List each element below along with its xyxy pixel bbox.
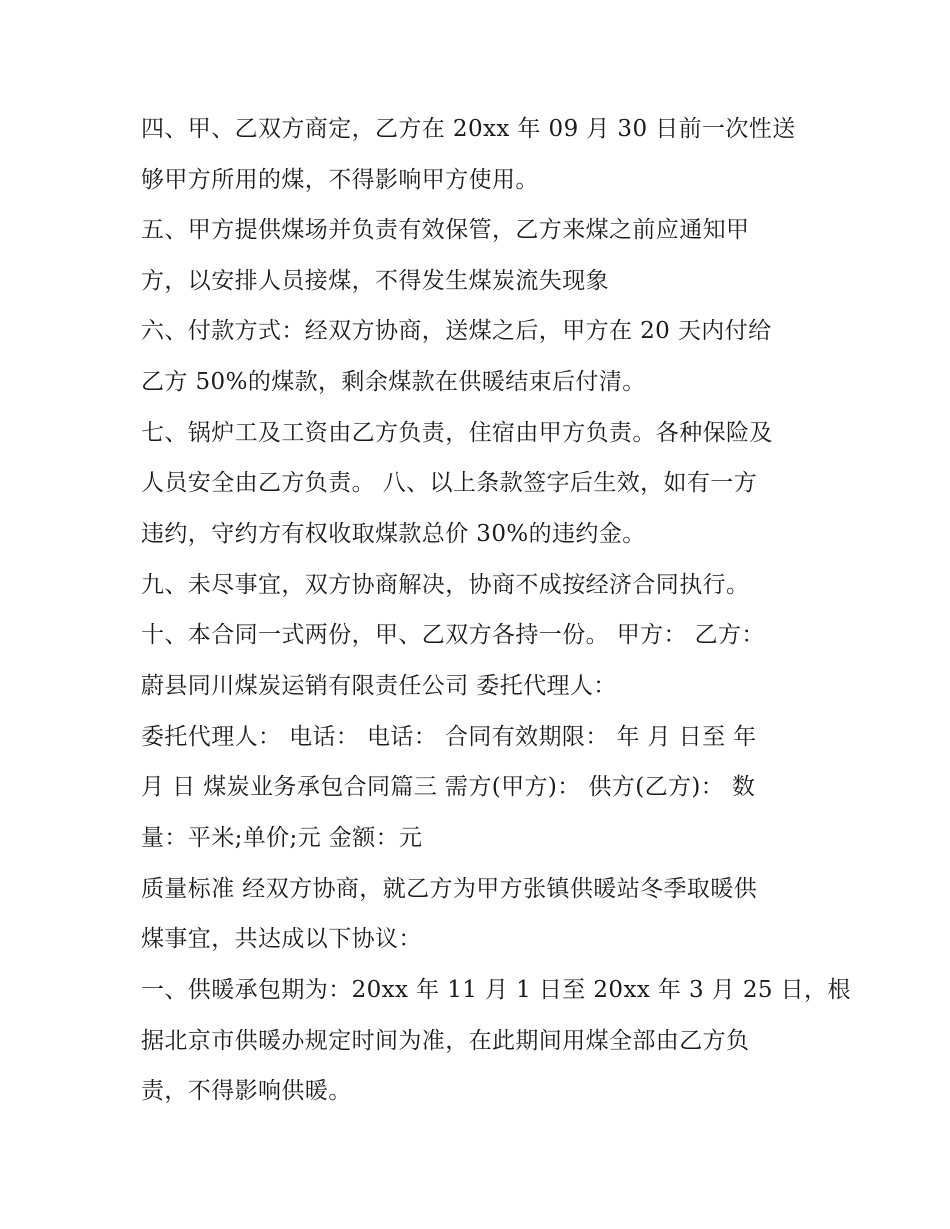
text-line: 责，不得影响供暖。 (141, 1078, 352, 1104)
text-line: 够甲方所用的煤，不得影响甲方使用。 (141, 167, 539, 193)
text-line: 质量标准 经双方协商，就乙方为甲方张镇供暖站冬季取暖供 (141, 876, 758, 902)
text-line: 据北京市供暖办规定时间为准，在此期间用煤全部由乙方负 (141, 1028, 750, 1054)
text-line: 一、供暖承包期为：20xx 年 11 月 1 日至 20xx 年 3 月 25 日，根 (141, 977, 851, 1003)
text-line: 月 日 煤炭业务承包合同篇三 需方(甲方)： 供方(乙方)： 数 (141, 774, 756, 800)
text-line: 煤事宜，共达成以下协议： (141, 926, 422, 952)
text-line: 七、锅炉工及工资由乙方负责，住宿由甲方负责。各种保险及 (141, 420, 773, 446)
text-line: 九、未尽事宜，双方协商解决，协商不成按经济合同执行。 (141, 572, 750, 598)
text-line: 六、付款方式：经双方协商，送煤之后，甲方在 20 天内付给 (141, 318, 772, 344)
text-line: 五、甲方提供煤场并负责有效保管，乙方来煤之前应通知甲 (141, 217, 750, 243)
text-line: 十、本合同一式两份，甲、乙双方各持一份。 甲方： 乙方： (141, 622, 765, 648)
text-line: 方，以安排人员接煤，不得发生煤炭流失现象 (141, 268, 609, 294)
text-line: 量：平米;单价;元 金额：元 (141, 825, 423, 851)
text-line: 人员安全由乙方负责。 八、以上条款签字后生效，如有一方 (141, 470, 758, 496)
text-line: 委托代理人： 电话： 电话： 合同有效期限： 年 月 日至 年 (141, 724, 757, 750)
text-line: 违约，守约方有权收取煤款总价 30%的违约金。 (141, 521, 646, 547)
text-line: 四、甲、乙双方商定，乙方在 20xx 年 09 月 30 日前一次性送 (141, 116, 796, 142)
text-line: 蔚县同川煤炭运销有限责任公司 委托代理人： (141, 673, 617, 699)
text-line: 乙方 50%的煤款，剩余煤款在供暖结束后付清。 (141, 369, 646, 395)
